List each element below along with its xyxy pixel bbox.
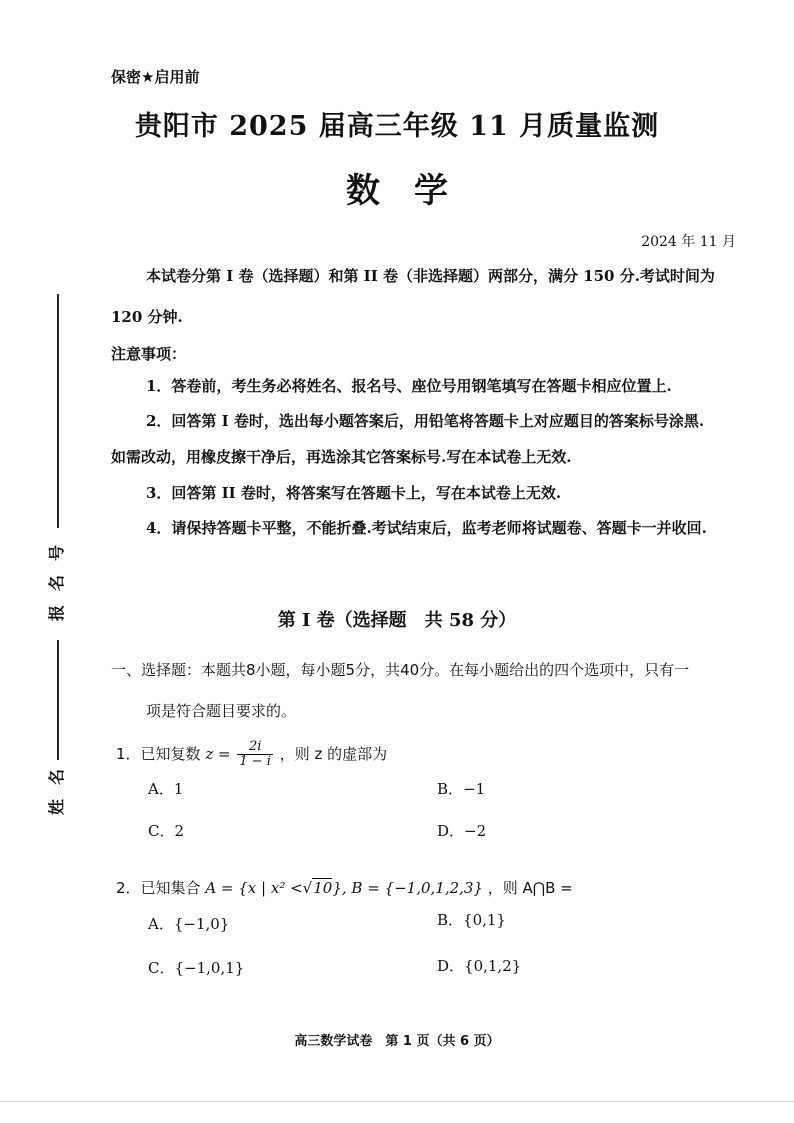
q1-option-d: D．−2 [437,822,487,840]
question-2 [116,877,573,898]
reg-char-1: 报 [47,605,66,622]
name-char-2: 名 [47,769,66,786]
q1-option-a: A．1 [148,780,184,798]
question-1-fraction [237,740,273,769]
q2-option-c: C．{−1,0,1} [148,959,245,977]
margin-line-lower [57,640,59,760]
subject-title: 数 学 [346,171,448,211]
sqrt-value: 10 [313,879,333,897]
sqrt-sign: √ [302,879,313,897]
question-2-set-b: }, B = {−1,0,1,2,3} [332,879,483,897]
question-2-set-a: A = {x | x² < [205,879,303,897]
notice-heading: 注意事项： [111,345,187,363]
fraction-numerator: 2i [237,740,273,755]
intro-line-2: 120 分钟. [111,308,183,326]
section-title: 第 I 卷（选择题 共 58 分） [277,610,517,631]
registration-number-label [40,538,74,628]
question-2-suffix: ，则 A⋂B = [487,879,573,897]
name-char-1: 姓 [47,799,66,816]
intro-line-1: 本试卷分第 I 卷（选择题）和第 II 卷（非选择题）两部分，满分 150 分.考试时间为 [146,267,715,285]
exam-date: 2024 年 11 月 [641,234,736,250]
name-label [40,762,74,822]
notice-item-4: 4．请保持答题卡平整，不能折叠.考试结束后，监考老师将试题卷、答题卡一并收回. [146,519,707,537]
fraction-denominator: 1 − i [239,754,271,769]
question-1-prefix: 1．已知复数 [116,745,201,763]
q1-option-b: B．−1 [437,780,486,798]
part-instructions-1: 一、选择题：本题共8小题，每小题5分，共40分。在每小题给出的四个选项中，只有一 [111,661,690,679]
question-1 [116,740,387,769]
q2-option-d: D．{0,1,2} [437,957,522,975]
page-footer: 高三数学试卷 第 1 页（共 6 页） [294,1034,500,1049]
reg-char-2: 名 [47,575,66,592]
q1-option-c: C．2 [148,822,185,840]
notice-item-2-cont: 如需改动，用橡皮擦干净后，再选涂其它答案标号.写在本试卷上无效. [111,448,572,466]
q2-option-a: A．{−1,0} [148,915,230,933]
reg-char-3: 号 [47,545,66,562]
exam-title: 贵阳市 2025 届高三年级 11 月质量监测 [134,111,660,142]
notice-item-1: 1．答卷前，考生务必将姓名、报名号、座位号用钢笔填写在答题卡相应位置上. [146,377,672,395]
question-2-prefix: 2．已知集合 [116,879,201,897]
part-instructions-2: 项是符合题目要求的。 [146,702,297,720]
margin-line-upper [57,294,59,528]
q2-option-b: B．{0,1} [437,911,506,929]
confidential-label: 保密★启用前 [111,68,200,86]
notice-item-2: 2．回答第 I 卷时，选出每小题答案后，用铅笔将答题卡上对应题目的答案标号涂黑. [146,412,705,430]
notice-item-3: 3．回答第 II 卷时，将答案写在答题卡上，写在本试卷上无效. [146,484,562,502]
question-1-suffix: ，则 z 的虚部为 [279,745,388,763]
question-1-z: z = [205,745,231,763]
bottom-divider [0,1101,794,1102]
